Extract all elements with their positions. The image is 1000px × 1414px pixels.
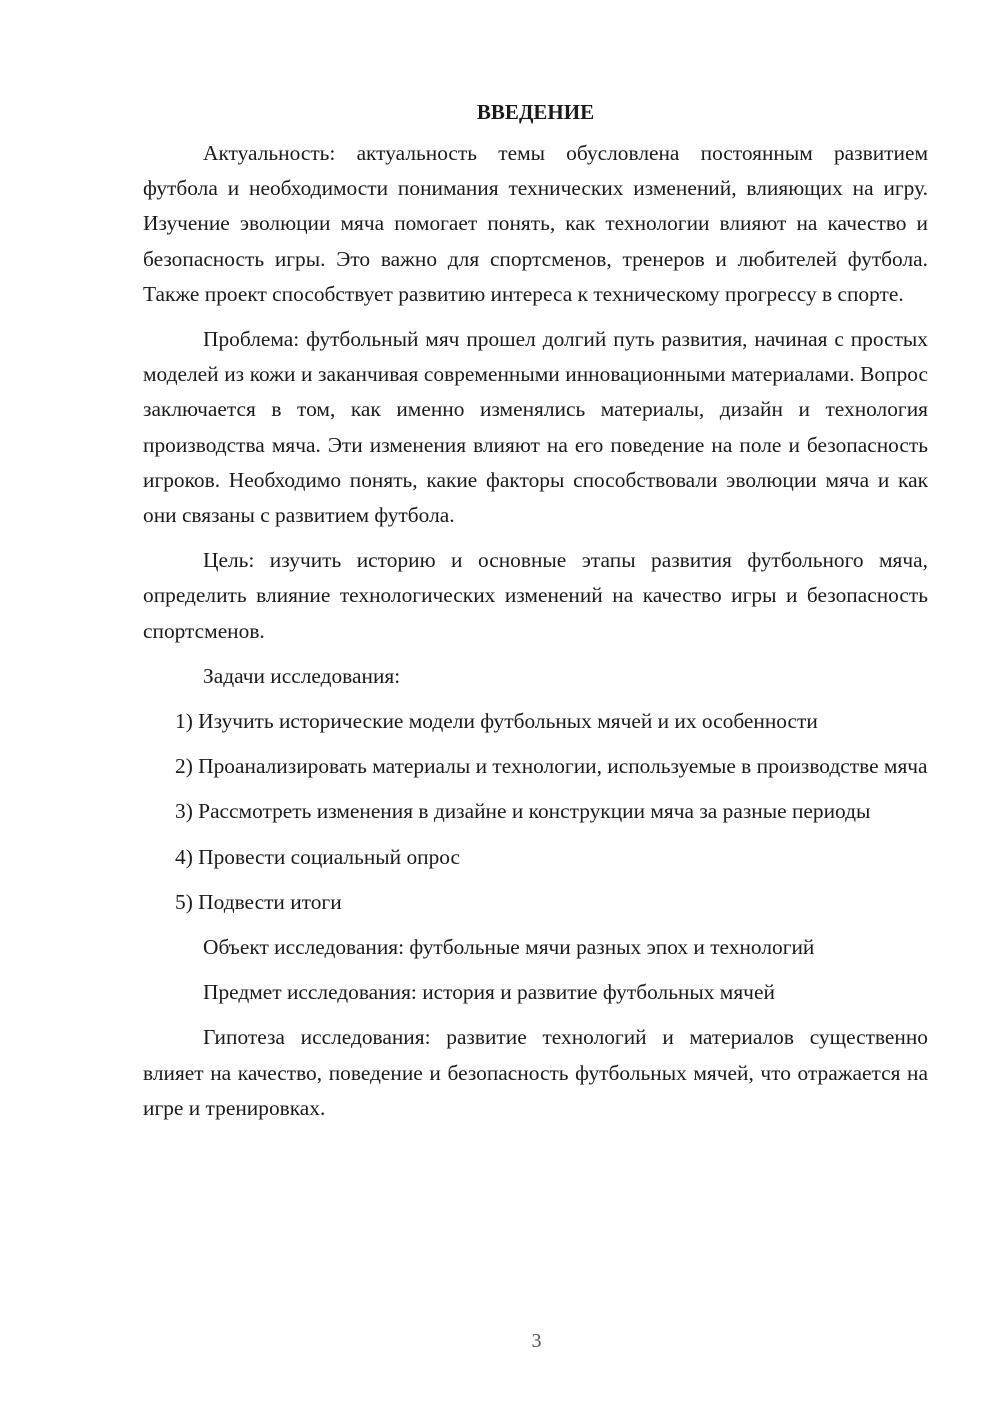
paragraph-problem: Проблема: футбольный мяч прошел долгий путь развития, начиная с простых моделей из кожи и заканчивая современными инновационными материалами. Вопрос заключается в том, как именно изменялись материалы, дизайн и технология производства мяча. Эти изменения влияют на его поведение на поле и безопасность игроков. Необходимо понять, какие факторы способствовали эволюции мяча и как они связаны с развитием футбола.: [143, 327, 928, 528]
task-item: 2) Проанализировать материалы и технологии, используемые в производстве мяча: [175, 754, 928, 779]
research-object: Объект исследования: футбольные мячи разных эпох и технологий: [203, 935, 815, 960]
paragraph-goal: Цель: изучить историю и основные этапы развития футбольного мяча, определить влияние технологических изменений на качество игры и безопасность спортсменов.: [143, 548, 928, 643]
task-item: 5) Подвести итоги: [175, 889, 342, 914]
paragraph-relevance: Актуальность: актуальность темы обусловлена постоянным развитием футбола и необходимости понимания технических изменений, влияющих на игру. Изучение эволюции мяча помогает понять, как технологии влияют на качество и безопасность игры. Это важно для спортсменов, тренеров и любителей футбола. Также проект способствует развитию интереса к техническому прогрессу в спорте.: [143, 141, 928, 306]
document-page: [143, 96, 928, 1136]
tasks-heading: Задачи исследования:: [203, 663, 401, 688]
page-number: 3: [531, 1330, 542, 1352]
task-item: 3) Рассмотреть изменения в дизайне и конструкции мяча за разные периоды: [175, 799, 871, 824]
task-item: 4) Провести социальный опрос: [175, 844, 461, 869]
research-hypothesis: Гипотеза исследования: развитие технологий и материалов существенно влияет на качество, поведение и безопасность футбольных мячей, что отражается на игре и тренировках.: [143, 1025, 928, 1120]
section-title: ВВЕДЕНИЕ: [476, 100, 595, 124]
research-subject: Предмет исследования: история и развитие футбольных мячей: [203, 980, 775, 1005]
task-item: 1) Изучить исторические модели футбольных мячей и их особенности: [175, 709, 818, 734]
